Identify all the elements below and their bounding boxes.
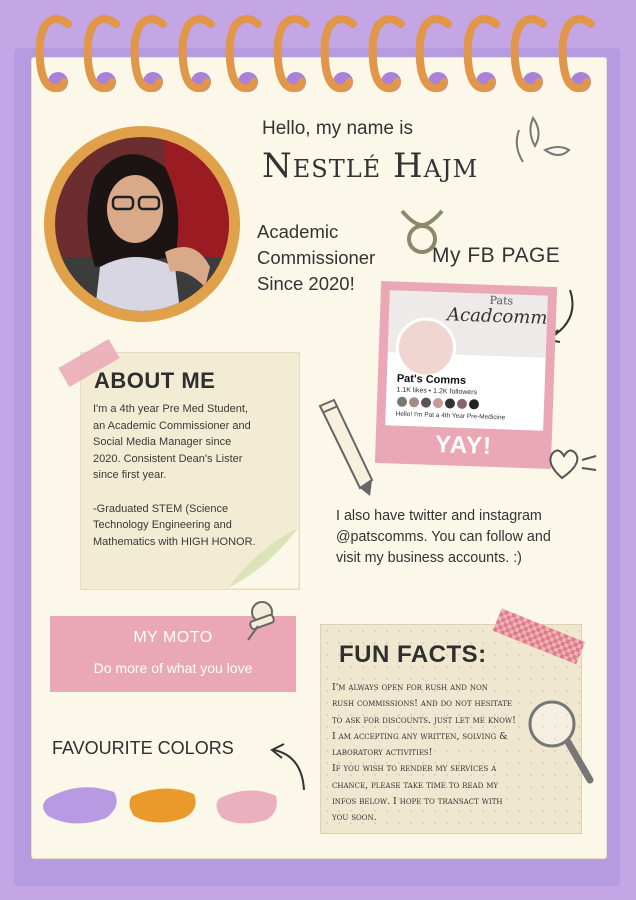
fun-fact-line: I'm always open for rush and non (332, 682, 488, 693)
fb-stats: 1.1K likes • 1.2K followers (396, 386, 478, 397)
fb-friend-avatars (396, 395, 496, 412)
fb-page-heading: My FB PAGE (432, 244, 561, 267)
moto-text: Do more of what you love (93, 660, 253, 676)
role-line: Since 2020! (257, 273, 355, 294)
spiral-ring (129, 10, 175, 98)
fb-page-name: Pat's Comms (396, 372, 467, 388)
magnifier-icon (524, 694, 596, 786)
fun-fact-line: infos below. I hope to transact with (332, 796, 503, 808)
page-title: Nestlé Hajm (262, 146, 479, 186)
favourite-colors-title: FAVOURITE COLORS (52, 738, 234, 758)
fun-fact-line: I am accepting any written, solving & (332, 730, 508, 742)
profile-photo (55, 137, 229, 311)
fun-fact-line: rush commissions! and do not hesitate (332, 698, 513, 710)
fb-bio: Hello! I'm Pat a 4th Year Pre-Medicine (395, 410, 506, 422)
fun-fact-line: to ask for discounts. just let me know! (332, 714, 516, 726)
moto-title: MY MOTO (133, 629, 213, 646)
fun-facts-title: FUN FACTS: (339, 641, 487, 668)
color-swatch-purple (43, 787, 117, 823)
checkered-tape (486, 604, 590, 668)
fb-page-screenshot (385, 290, 548, 430)
about-me-title: ABOUT ME (94, 368, 216, 393)
spiral-ring (224, 10, 270, 98)
social-accounts-text: I also have twitter and instagram @patscomms. You can follow and visit my business accounts. :) (336, 508, 551, 566)
color-swatches (40, 776, 280, 836)
fun-fact-line: chance, please take time to read my (332, 779, 499, 791)
about-me-body: I'm a 4th year Pre Med Student, an Academic Commissioner and Social Media Manager since 2020. Consistent Dean's Lister since first year. -Graduated STEM (Science Technology Engineering and Mathematics with HIGH HONOR. (93, 403, 256, 548)
fb-cover-top-text: Pats (489, 293, 514, 308)
role-text (257, 219, 375, 297)
spiral-ring (34, 10, 80, 98)
color-swatch-pink (216, 790, 276, 823)
fb-cover-text: Acadcomm (446, 304, 548, 329)
spiral-ring (462, 10, 508, 98)
spiral-ring (414, 10, 460, 98)
fb-avatar (395, 317, 457, 379)
fun-fact-line: laboratory activities! (332, 747, 433, 759)
fun-fact-line: you soon. (332, 812, 377, 824)
heart-doodle-icon (544, 444, 600, 486)
spiral-ring (509, 10, 555, 98)
fun-facts-body (332, 680, 547, 827)
role-line: Commissioner (257, 247, 376, 268)
spiral-ring (272, 10, 318, 98)
spiral-ring (319, 10, 365, 98)
spiral-ring (367, 10, 413, 98)
spiral-ring (177, 10, 223, 98)
greeting: Hello, my name is (262, 118, 413, 139)
sparkle-doodle-icon (505, 110, 575, 180)
role-line: Academic (257, 221, 339, 242)
spiral-ring (557, 10, 603, 98)
fb-card-caption: YAY! (434, 430, 493, 460)
spiral-ring (82, 10, 128, 98)
fb-page-card[interactable] (375, 281, 557, 469)
pencil-icon (310, 396, 382, 500)
fun-fact-line: If you wish to render my services a (332, 763, 497, 775)
color-swatch-orange (129, 788, 195, 822)
